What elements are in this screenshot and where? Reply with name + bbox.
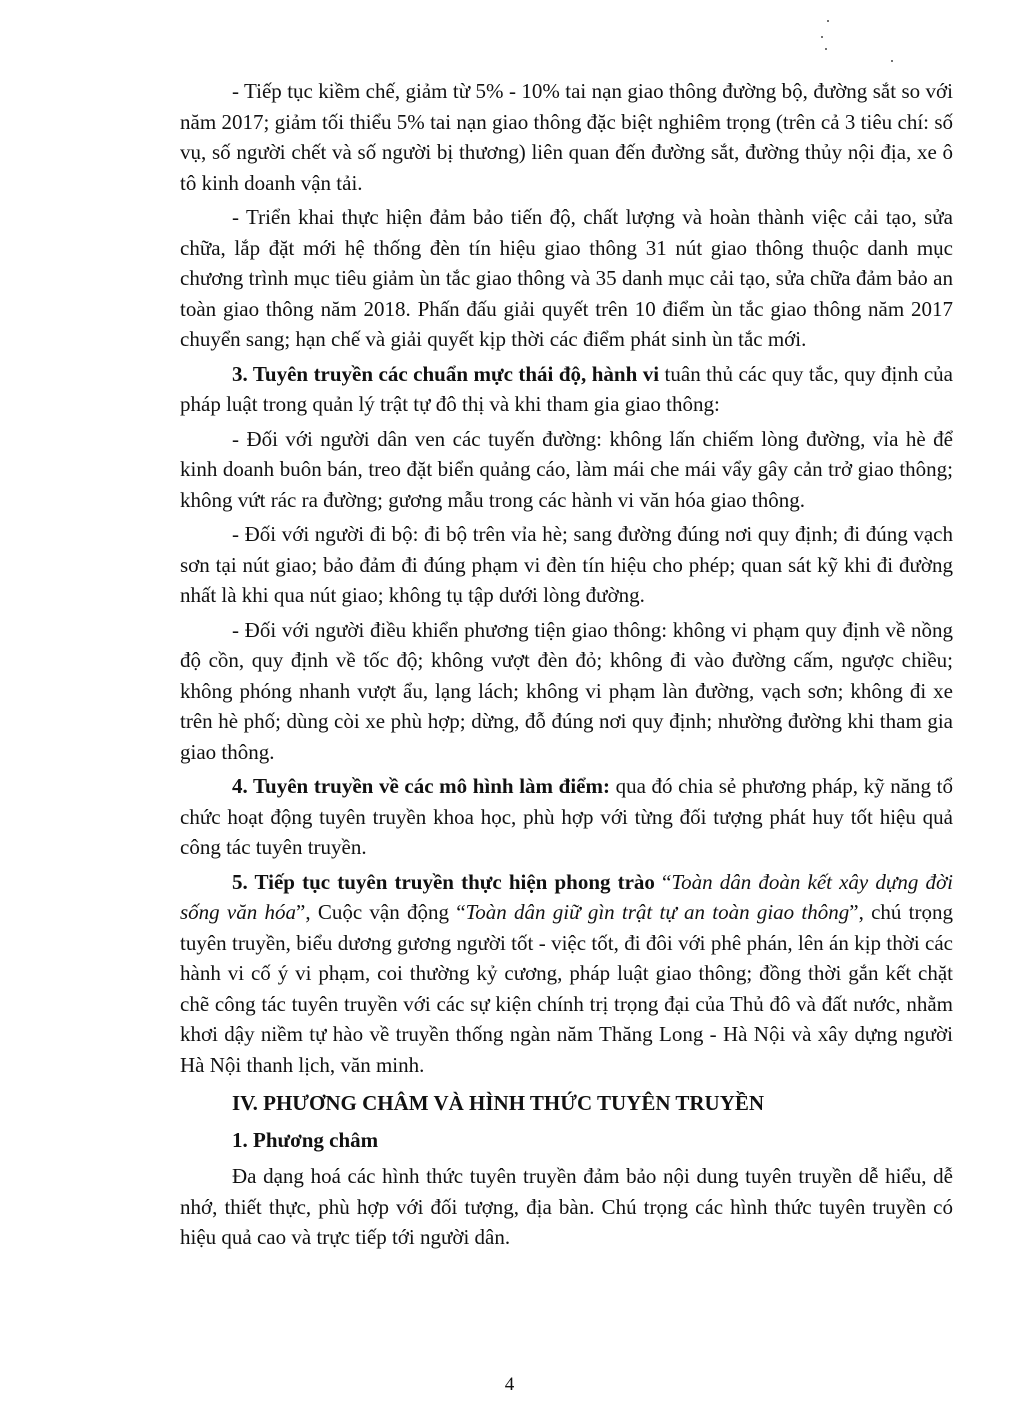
paragraph-section-4 — [180, 771, 953, 863]
scan-speck — [891, 60, 893, 62]
paragraph-section-5 — [180, 867, 953, 1081]
scan-speck — [825, 48, 827, 50]
document-body — [180, 76, 953, 1257]
section-5-connector: ”, Cuộc vận động “ — [296, 900, 466, 924]
paragraph-traffic-accident-target: - Tiếp tục kiềm chế, giảm từ 5% - 10% tai nạn giao thông đường bộ, đường sắt so với năm 2017; giảm tối thiểu 5% tai nạn giao thông đặc biệt nghiêm trọng (trên cả 3 tiêu chí: số vụ, số người chết và số người bị thương) liên quan đến đường sắt, đường thủy nội địa, xe ô tô kinh doanh vận tải. — [180, 79, 953, 195]
section-4-title: 4. Tuyên truyền về các mô hình làm điểm: — [232, 774, 610, 798]
section-4-text: qua đó chia sẻ phương pháp, kỹ năng tổ chức hoạt động tuyên truyền khoa học, phù hợp với từng đối tượng phát huy tốt hiệu quả công tác tuyên truyền. — [180, 774, 953, 859]
section-5-quote-open: “ — [654, 869, 672, 894]
paragraph-roadside-residents: - Đối với người dân ven các tuyến đường: không lấn chiếm lòng đường, vỉa hè để kinh doanh buôn bán, treo đặt biển quảng cáo, làm mái che mái vẩy gây cản trở giao thông; không vứt rác ra đường; gương mẫu trong các hành vi văn hóa giao thông. — [180, 426, 953, 512]
subheading-motto: 1. Phương châm — [232, 1127, 379, 1152]
movement-name-2: Toàn dân giữ gìn trật tự an toàn giao thông — [465, 900, 850, 924]
movement-name-1: Toàn dân đoàn kết xây dựng đời sống văn hóa — [180, 869, 953, 924]
scan-speck — [827, 20, 829, 22]
paragraph-drivers: - Đối với người điều khiển phương tiện giao thông: không vi phạm quy định về nồng độ cồn, quy định về tốc độ; không vượt đèn đỏ; không đi vào đường cấm, ngược chiều; không phóng nhanh vượt ẩu, lạng lách; không vi phạm làn đường, vạch sơn; không đi xe trên hè phố; dùng còi xe phù hợp; dừng, đỗ đúng nơi quy định; nhường đường khi tham gia giao thông. — [180, 617, 953, 764]
scan-speck — [821, 36, 823, 38]
scan-specks — [819, 14, 899, 74]
paragraph-motto: Đa dạng hoá các hình thức tuyên truyền đảm bảo nội dung tuyên truyền dễ hiểu, dễ nhớ, thiết thực, phù hợp với đối tượng, địa bàn. Chú trọng các hình thức tuyên truyền có hiệu quả cao và trực tiếp tới người dân. — [180, 1164, 953, 1249]
heading-section-iv: IV. PHƯƠNG CHÂM VÀ HÌNH THỨC TUYÊN TRUYỀN — [232, 1091, 765, 1115]
paragraph-traffic-signal-upgrade: - Triển khai thực hiện đảm bảo tiến độ, chất lượng và hoàn thành việc cải tạo, sửa chữa, lắp đặt mới hệ thống đèn tín hiệu giao thông 31 nút giao thông thuộc danh mục chương trình mục tiêu giảm ùn tắc giao thông và 35 danh mục cải tạo, sửa chữa đảm bảo an toàn giao thông năm 2018. Phấn đấu giải quyết trên 10 điểm ùn tắc giao thông năm 2017 chuyển sang; hạn chế và giải quyết kịp thời các điểm phát sinh ùn tắc mới. — [180, 205, 953, 351]
section-3-text: tuân thủ các quy tắc, quy định của pháp luật trong quản lý trật tự đô thị và khi tham gia giao thông: — [180, 361, 953, 416]
section-5-title: 5. Tiếp tục tuyên truyền thực hiện phong trào — [232, 869, 655, 894]
section-5-text: ”, chú trọng tuyên truyền, biểu dương gương người tốt - việc tốt, đi đôi với phê phán, lên án kịp thời các hành vi cố ý vi phạm, coi thường kỷ cương, pháp luật giao thông; đồng thời gắn kết chặt chẽ công tác tuyên truyền với các sự kiện chính trị trọng đại của Thủ đô và đất nước, nhằm khơi dậy niềm tự hào về truyền thống ngàn năm Thăng Long - Hà Nội và xây dựng người Hà Nội thanh lịch, văn minh. — [180, 900, 953, 1077]
page-number: 4 — [504, 1374, 515, 1395]
paragraph-pedestrians: - Đối với người đi bộ: đi bộ trên vỉa hè; sang đường đúng nơi quy định; đi đúng vạch sơn tại nút giao; bảo đảm đi đúng phạm vi đèn tín hiệu cho phép; quan sát kỹ khi đi đường nhất là khi qua nút giao; không tụ tập dưới lòng đường. — [180, 522, 953, 607]
section-3-title: 3. Tuyên truyền các chuẩn mực thái độ, hành vi — [232, 361, 660, 386]
paragraph-section-3 — [180, 359, 953, 420]
